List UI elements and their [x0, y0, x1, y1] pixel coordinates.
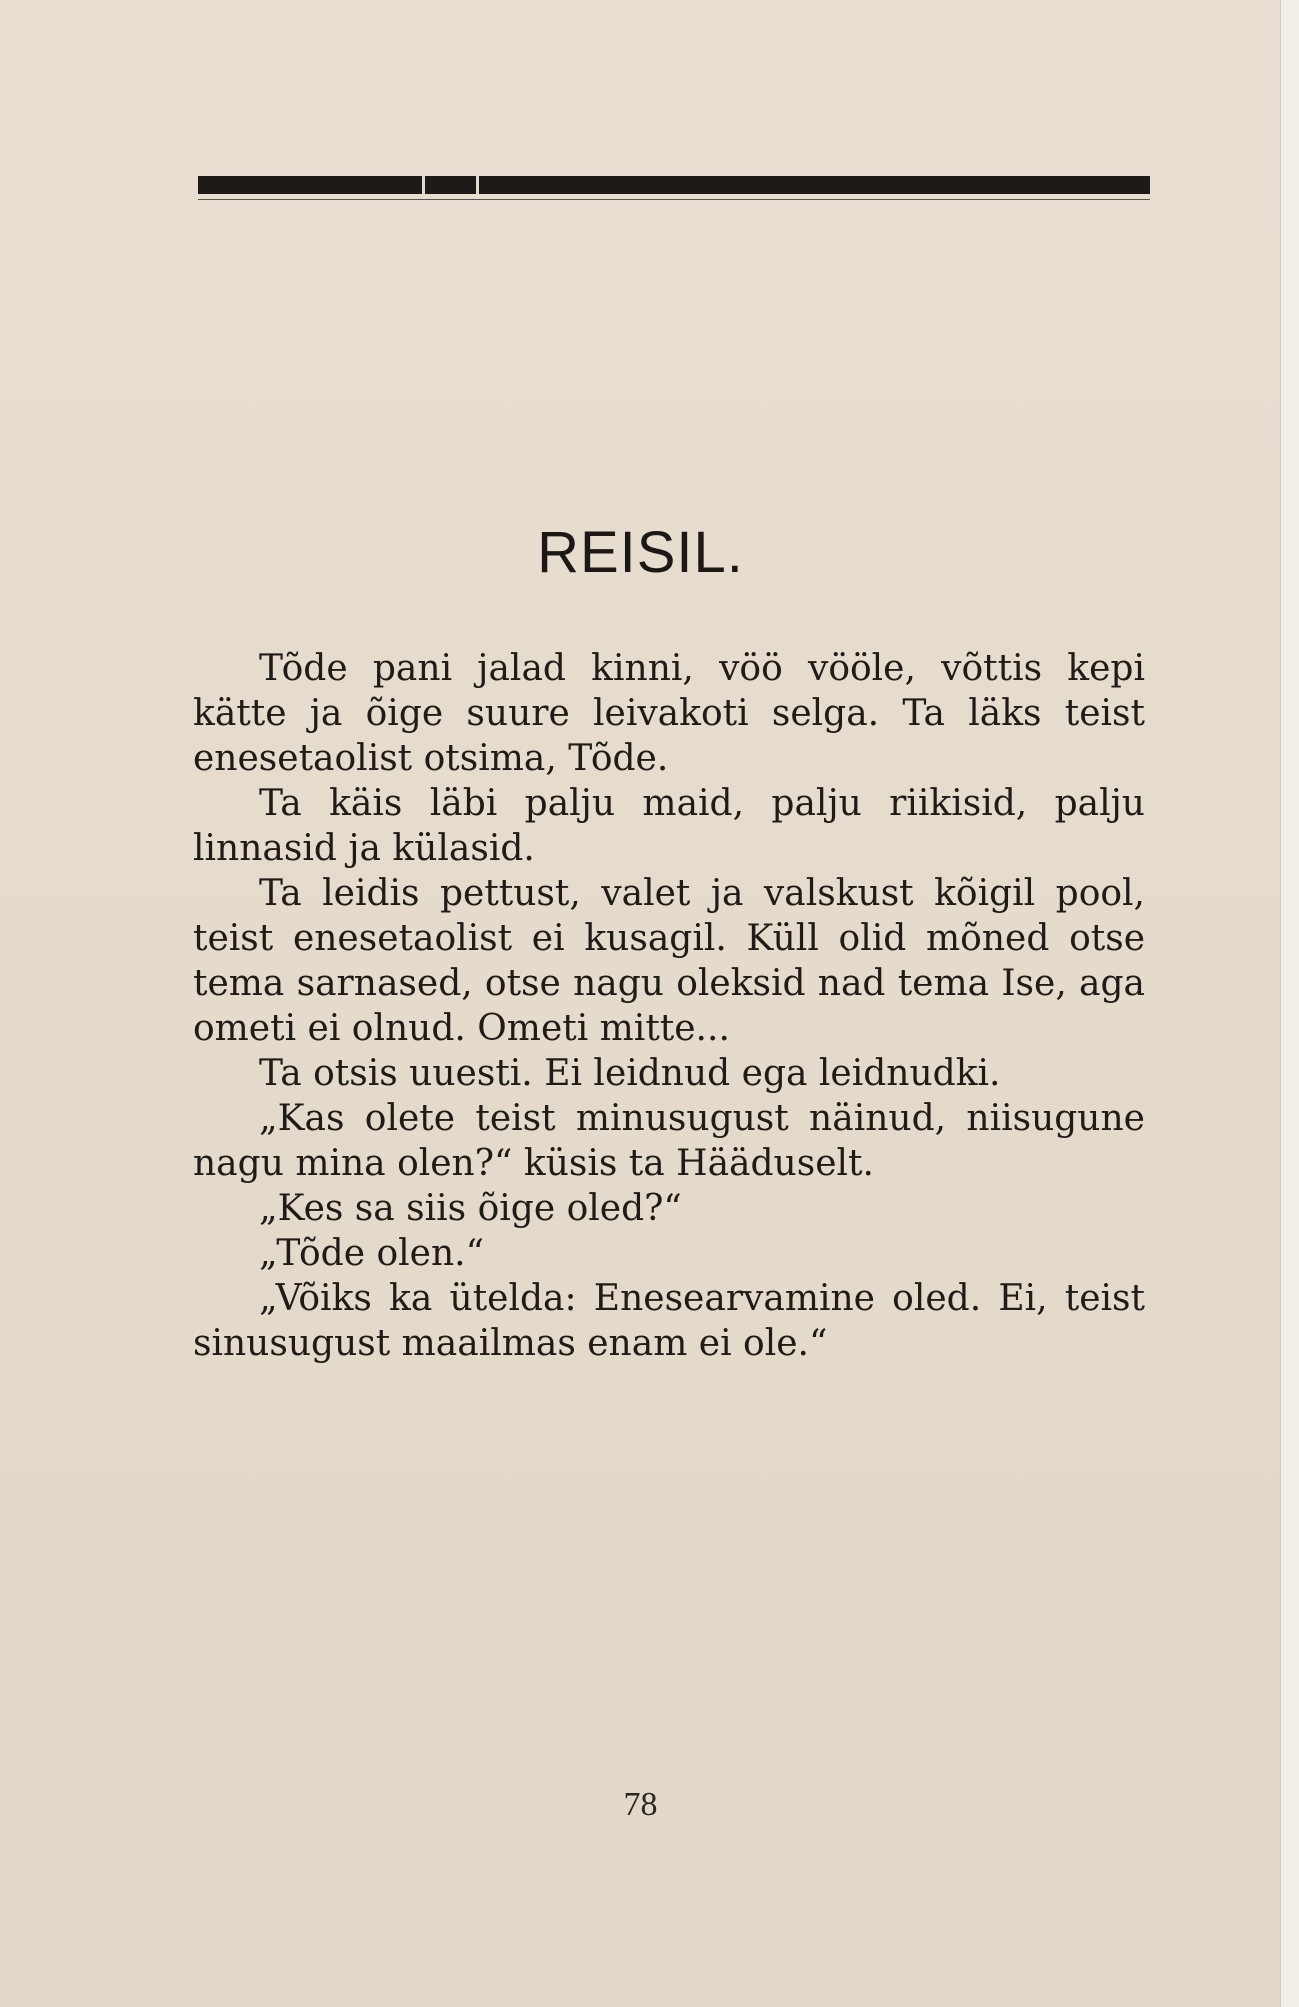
page-edge — [1280, 0, 1299, 2007]
page-number: 78 — [623, 1786, 658, 1823]
header-rule — [198, 176, 1150, 194]
paragraph-7: „Tõde olen.“ — [259, 1233, 484, 1274]
paragraph-8: „Võiks ka ütelda: Enesearvamine oled. Ei, teist sinusugust maailmas enam ei ole.“ — [193, 1278, 1145, 1364]
paragraph-6: „Kes sa siis õige oled?“ — [259, 1188, 682, 1229]
paragraph-4: Ta otsis uuesti. Ei leidnud ega leidnudki. — [259, 1053, 1001, 1094]
header-rule-line — [198, 199, 1150, 200]
paragraph-5: „Kas olete teist minusugust näinud, niisugune nagu mina olen?“ küsis ta Hääduselt. — [193, 1098, 1145, 1184]
body-text — [193, 646, 1145, 1366]
paragraph-1: Tõde pani jalad kinni, vöö vööle, võttis kepi kätte ja õige suure leivakoti selga. Ta läks teist enesetaolist otsima, Tõde. — [193, 648, 1145, 779]
paragraph-3: Ta leidis pettust, valet ja valskust kõigil pool, teist enesetaolist ei kusagil. Küll olid mõned otse tema sarnased, otse nagu oleksid nad tema Ise, aga ometi ei olnud. Ometi mitte... — [193, 873, 1145, 1049]
paragraph-2: Ta käis läbi palju maid, palju riikisid, palju linnasid ja külasid. — [193, 783, 1145, 869]
chapter-title: REISIL. — [537, 519, 744, 585]
